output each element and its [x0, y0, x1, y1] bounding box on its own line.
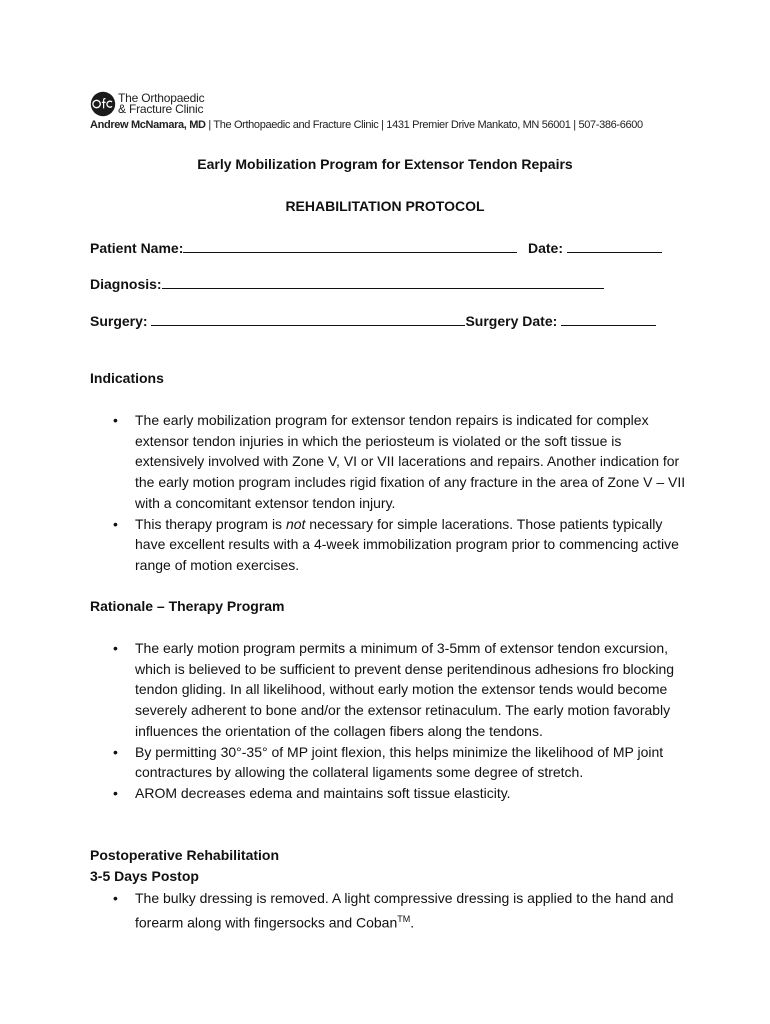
clinic-address: | The Orthopaedic and Fracture Clinic | 1431 Premier Drive Mankato, MN 56001 | 507-386-6600: [205, 119, 643, 131]
diagnosis-line[interactable]: [162, 276, 604, 289]
date-field: [528, 240, 662, 256]
patient-name-label: Patient Name:: [90, 240, 184, 256]
date-line[interactable]: [567, 240, 662, 253]
rationale-list: [113, 638, 693, 804]
contact-line: [90, 119, 643, 131]
document-subtitle: REHABILITATION PROTOCOL: [285, 198, 485, 214]
logo-line-1: The Orthopaedic: [118, 91, 205, 105]
surgery-line[interactable]: [151, 313, 465, 326]
patient-name-field: [90, 240, 517, 256]
logo-mark-icon: [90, 91, 116, 117]
surgery-date-label: Surgery Date:: [465, 313, 558, 329]
indications-heading: Indications: [90, 370, 164, 386]
diagnosis-field: [90, 276, 604, 292]
postop-list: [113, 888, 693, 933]
list-item: • The early mobilization program for extensor tendon repairs is indicated for complex extensor tendon injuries in which the periosteum is violated or the soft tissue is extensively involved with Zone V, VI or VII lacerations and repairs. Another indication for the early motion program includes rigid fixation of any fracture in the area of Zone V – VII with a concomitant extensor tendon injury.: [113, 410, 693, 514]
indications-list: [113, 410, 693, 576]
document-title: Early Mobilization Program for Extensor Tendon Repairs: [197, 156, 573, 172]
surgery-date-line[interactable]: [561, 313, 656, 326]
doctor-name: Andrew McNamara, MD: [90, 119, 206, 131]
clinic-logo: [90, 91, 204, 117]
surgery-label: Surgery:: [90, 313, 148, 329]
diagnosis-label: Diagnosis:: [90, 276, 162, 292]
list-item: • This therapy program is not necessary for simple lacerations. Those patients typically have excellent results with a 4-week immobilization program prior to commencing active range of motion exercises.: [113, 514, 693, 576]
emphasis-text: not: [285, 515, 306, 532]
list-item: • AROM decreases edema and maintains soft tissue elasticity.: [113, 783, 693, 804]
postop-subheading: 3-5 Days Postop: [90, 868, 199, 884]
postop-heading: Postoperative Rehabilitation: [90, 847, 280, 863]
rationale-heading: Rationale – Therapy Program: [90, 598, 285, 614]
list-item: • The early motion program permits a minimum of 3-5mm of extensor tendon excursion, which is believed to be sufficient to prevent dense peritendinous adhesions fro blocking tendon gliding. In all likelihood, without early motion the extensor tends would become severely adherent to bone and/or the extensor retinaculum. The early motion favorably influences the orientation of the collagen fibers along the tendons.: [113, 638, 693, 742]
list-item: • The bulky dressing is removed. A light compressive dressing is applied to the hand and forearm along with fingersocks and Coban™.: [113, 888, 693, 933]
trademark-sup: TM: [397, 913, 411, 924]
patient-name-line[interactable]: [183, 240, 517, 253]
list-item: • By permitting 30°-35° of MP joint flexion, this helps minimize the likelihood of MP joint contractures by allowing the collateral ligaments some degree of stretch.: [113, 742, 693, 783]
date-label: Date:: [528, 240, 564, 256]
logo-line-2: & Fracture Clinic: [118, 102, 204, 116]
surgery-field: [90, 313, 656, 329]
logo-wordmark: [118, 93, 204, 115]
